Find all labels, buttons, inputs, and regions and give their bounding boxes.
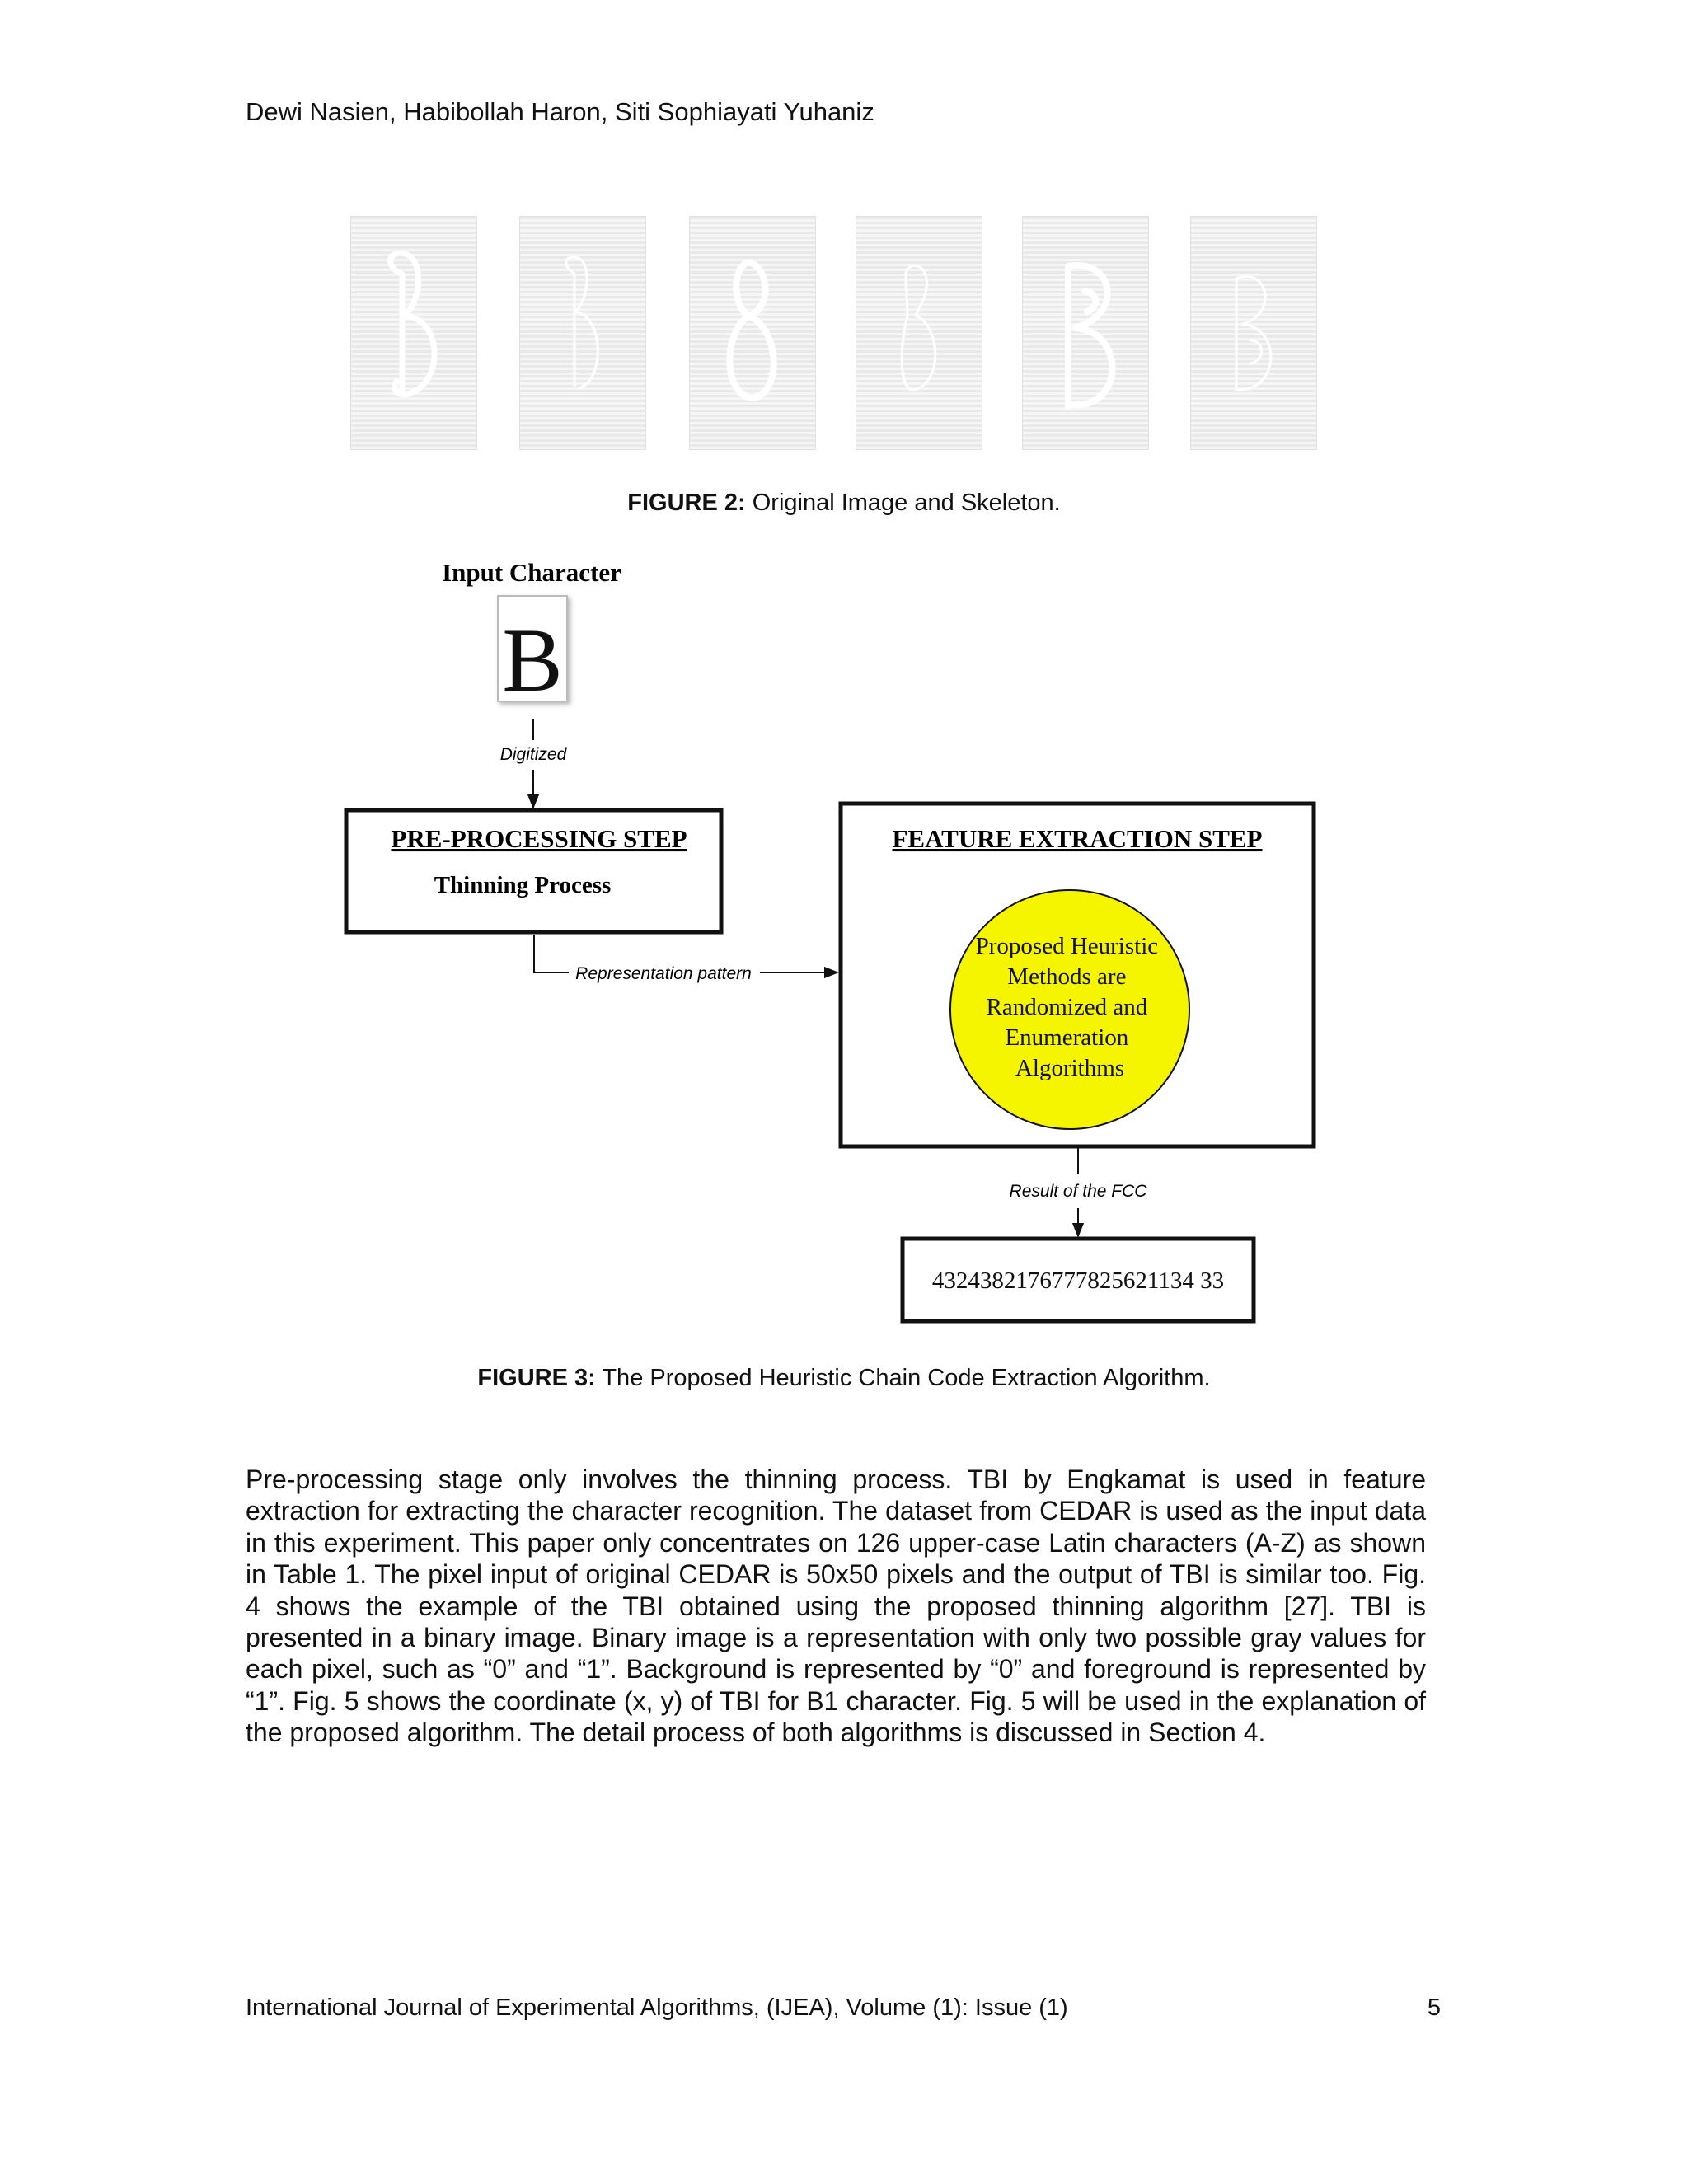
figure-3-caption-text: The Proposed Heuristic Chain Code Extraction Algorithm. bbox=[595, 1365, 1211, 1391]
figure-3-caption bbox=[0, 1365, 1688, 1392]
chain-code-value: 4324382176777825621134 33 bbox=[931, 1268, 1225, 1294]
circle-line-4: Enumeration bbox=[1005, 1024, 1129, 1051]
circle-line-1: Proposed Heuristic bbox=[975, 933, 1159, 959]
pre-processing-box bbox=[346, 810, 721, 932]
input-character-image bbox=[498, 596, 567, 710]
figure-3-label: FIGURE 3: bbox=[477, 1365, 596, 1391]
circle-line-3: Randomized and bbox=[986, 994, 1148, 1020]
pre-processing-title: PRE-PROCESSING STEP bbox=[391, 824, 687, 853]
feature-extraction-title: FEATURE EXTRACTION STEP bbox=[892, 824, 1263, 853]
representation-label: Representation pattern bbox=[575, 964, 752, 983]
feature-extraction-box bbox=[841, 804, 1314, 1146]
representation-connector bbox=[534, 935, 569, 972]
circle-line-2: Methods are bbox=[1007, 963, 1127, 990]
figure-2-label: FIGURE 2: bbox=[627, 490, 746, 516]
input-character-title: Input Character bbox=[442, 558, 621, 587]
page-number: 5 bbox=[1427, 1994, 1441, 2021]
input-character-glyph: B bbox=[502, 610, 563, 710]
figure-2-caption-text: Original Image and Skeleton. bbox=[745, 490, 1061, 516]
thinning-process-label: Thinning Process bbox=[434, 872, 612, 898]
chain-code-box bbox=[903, 1239, 1254, 1321]
body-paragraph: Pre-processing stage only involves the thinning process. TBI by Engkamat is used in feature extraction for extracting the character recognition. The dataset from CEDAR is used as the input data in this experiment. This paper only concentrates on 126 upper-case Latin characters (A-Z) as shown in Table 1. The pixel input of original CEDAR is 50x50 pixels and the output of TBI is similar too. Fig. 4 shows the example of the TBI obtained using the proposed thinning algorithm [27]. TBI is presented in a binary image. Binary image is a representation with only two possible gray values for each pixel, such as “0” and “1”. Background is represented by “0” and foreground is represented by “1”. Fig. 5 shows the coordinate (x, y) of TBI for B1 character. Fig. 5 will be used in the explanation of the proposed algorithm. The detail process of both algorithms is discussed in Section 4. bbox=[246, 1465, 1426, 1748]
digitized-label: Digitized bbox=[499, 745, 567, 764]
running-header: Dewi Nasien, Habibollah Haron, Siti Sophiayati Yuhaniz bbox=[246, 97, 874, 126]
result-label: Result of the FCC bbox=[1009, 1182, 1147, 1201]
journal-footer: International Journal of Experimental Algorithms, (IJEA), Volume (1): Issue (1) bbox=[246, 1994, 1068, 2021]
circle-line-5: Algorithms bbox=[1015, 1055, 1125, 1081]
